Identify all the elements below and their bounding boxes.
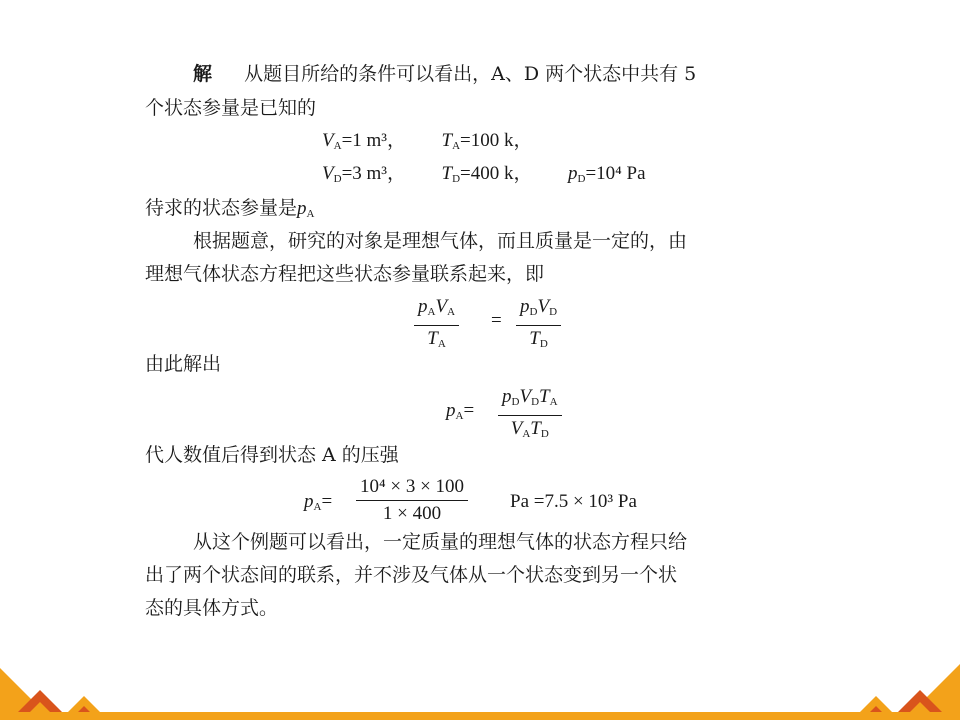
solution-line-2: 个状态参量是已知的 <box>145 97 317 119</box>
bottom-accent-bar <box>0 712 960 720</box>
paragraph-2-line-1: 根据题意，研究的对象是理想气体，而且质量是一定的，由 <box>193 230 688 252</box>
paragraph-3-line-2: 出了两个状态间的联系，并不涉及气体从一个状态变到另一个状 <box>145 564 678 586</box>
known-values-row-1: $V_A=1$ m³， $T_A=100$ k， <box>322 130 533 152</box>
paragraph-3-line-3: 态的具体方式。 <box>145 597 279 619</box>
equation2-lhs: $p_A=$ <box>446 400 475 422</box>
equals-sign: = <box>491 310 502 331</box>
equation-lhs-fraction: $p_AV_A$ $T_A$ <box>414 296 459 355</box>
decorative-corner-right <box>840 660 960 720</box>
paragraph-2-line-2: 理想气体状态方程把这些状态参量联系起来，即 <box>145 263 545 285</box>
sought-quantity-line: 待求的状态参量是$p_A$ <box>145 197 315 220</box>
paragraph-3-line-1: 从这个例题可以看出，一定质量的理想气体的状态方程只给 <box>193 531 688 553</box>
substitute-line: 代人数值后得到状态 A 的压强 <box>145 444 399 466</box>
solve-line: 由此解出 <box>145 353 222 375</box>
equation2-fraction: $p_DV_DT_A$ $V_AT_D$ <box>498 386 562 445</box>
decorative-corner-left <box>0 660 120 720</box>
equation3-lhs: $p_A=$ <box>304 491 333 513</box>
solution-line-1 <box>193 62 696 86</box>
solution-intro-text: 从题目所给的条件可以看出，A、D 两个状态中共有 5 <box>244 63 697 85</box>
equation3-result: Pa =7.5 × 10³ Pa <box>510 491 637 512</box>
solution-label: 解 <box>193 63 213 85</box>
known-values-row-2: $V_D=3$ m³， $T_D=400$ k， $p_D=10^4$ Pa <box>322 163 646 185</box>
equation-rhs-fraction: $p_DV_D$ $T_D$ <box>516 296 561 355</box>
equation3-fraction: $\frac{\text{10⁴ × 3 × 100}}{1 \times 400}$ <box>356 476 468 525</box>
